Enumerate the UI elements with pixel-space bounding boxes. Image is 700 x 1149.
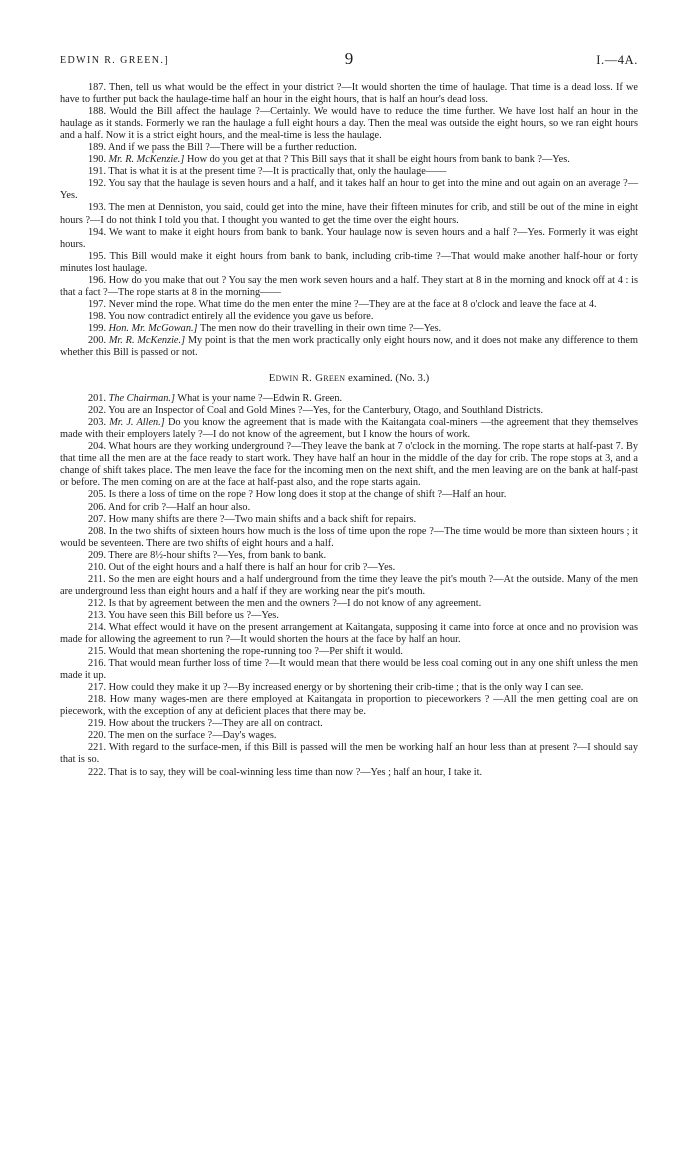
question-number: 220. bbox=[88, 730, 107, 742]
question-paragraph bbox=[60, 299, 638, 311]
question-paragraph bbox=[60, 251, 638, 275]
witness-name: Edwin R. Green bbox=[268, 372, 346, 385]
evidence-section-2 bbox=[60, 393, 638, 779]
question-paragraph bbox=[60, 393, 638, 405]
question-text: Then, tell us what would be the effect in your district ?—It would shorten the time of haulage. That time is a dead loss. If we have to further put back the haulage-time half an hour in the eight hours, that is half an hour's dead loss. bbox=[60, 82, 638, 106]
question-paragraph bbox=[60, 154, 638, 166]
question-number: 206. bbox=[88, 501, 107, 513]
question-text: And if we pass the Bill ?—There will be a further reduction. bbox=[108, 142, 357, 154]
question-number: 205. bbox=[88, 489, 107, 501]
question-number: 200. bbox=[88, 334, 107, 346]
question-number: 217. bbox=[88, 682, 107, 694]
question-text: In the two shifts of sixteen hours how much is the loss of time upon the rope ?—The time would be more than sixteen hours ; it would be seventeen. There are two shifts of eight hours and a half. bbox=[60, 525, 638, 549]
question-paragraph bbox=[60, 730, 638, 742]
section-heading-rest: examined. (No. 3.) bbox=[348, 372, 430, 385]
question-paragraph bbox=[60, 550, 638, 562]
question-paragraph bbox=[60, 275, 638, 299]
question-number: 195. bbox=[88, 250, 107, 262]
question-number: 190. bbox=[88, 154, 107, 166]
question-text: Out of the eight hours and a half there is half an hour for crib ?—Yes. bbox=[108, 561, 396, 573]
question-number: 192. bbox=[88, 178, 107, 190]
question-paragraph bbox=[60, 646, 638, 658]
question-paragraph bbox=[60, 767, 638, 779]
question-text: You now contradict entirely all the evidence you gave us before. bbox=[108, 310, 374, 322]
question-paragraph bbox=[60, 562, 638, 574]
question-paragraph bbox=[60, 417, 638, 441]
question-text: Would that mean shortening the rope-running too ?—Per shift it would. bbox=[108, 646, 404, 658]
question-text: With regard to the surface-men, if this Bill is passed will the men be working half an hour less than at present ?—I should say that is so. bbox=[60, 742, 638, 766]
question-text: So the men are eight hours and a half underground from the time they leave the pit's mouth ?—At the outside. Many of the men are underground less than eight hours and a half if they are working near the pit's mouth. bbox=[60, 573, 638, 597]
question-number: 194. bbox=[88, 226, 107, 238]
question-paragraph bbox=[60, 405, 638, 417]
question-number: 209. bbox=[88, 549, 107, 561]
question-number: 204. bbox=[88, 441, 107, 453]
document-body bbox=[60, 82, 638, 779]
question-text: How about the truckers ?—They are all on contract. bbox=[108, 718, 323, 730]
question-number: 211. bbox=[88, 573, 106, 585]
question-paragraph bbox=[60, 694, 638, 718]
question-number: 199. bbox=[88, 322, 107, 334]
question-paragraph bbox=[60, 441, 638, 489]
question-text: My point is that the men work practically only eight hours now, and it does not make any difference to them whether this Bill is passed or not. bbox=[60, 334, 638, 359]
speaker-name: The Chairman.] bbox=[108, 393, 175, 405]
header-witness-name: EDWIN R. GREEN.] bbox=[60, 55, 170, 66]
question-number: 203. bbox=[88, 417, 107, 429]
question-number: 210. bbox=[88, 561, 107, 573]
question-number: 221. bbox=[88, 742, 107, 754]
page-number: 9 bbox=[344, 49, 354, 68]
question-text: That is to say, they will be coal-winning less time than now ?—Yes ; half an hour, I take it. bbox=[108, 766, 483, 778]
question-text: That is what it is at the present time ?—It is practically that, only the haulage—— bbox=[108, 166, 447, 178]
question-paragraph bbox=[60, 335, 638, 359]
question-text: That would mean further loss of time ?—It would mean that there would be less coal coming out in any one shift unless the men made it up. bbox=[60, 658, 639, 682]
question-number: 214. bbox=[88, 621, 107, 633]
question-text: You have seen this Bill before us ?—Yes. bbox=[108, 609, 279, 621]
question-number: 197. bbox=[88, 298, 107, 310]
question-paragraph bbox=[60, 610, 638, 622]
speaker-name: Hon. Mr. McGowan.] bbox=[108, 322, 198, 334]
question-text: The men on the surface ?—Day's wages. bbox=[108, 730, 277, 742]
question-paragraph bbox=[60, 658, 638, 682]
question-number: 216. bbox=[88, 658, 107, 670]
question-number: 202. bbox=[88, 405, 107, 417]
question-number: 212. bbox=[88, 597, 107, 609]
question-number: 215. bbox=[88, 646, 107, 658]
question-text: And for crib ?—Half an hour also. bbox=[108, 501, 251, 513]
speaker-name: Mr. R. McKenzie.] bbox=[108, 154, 185, 166]
question-paragraph bbox=[60, 178, 638, 202]
question-number: 187. bbox=[88, 82, 107, 93]
question-number: 191. bbox=[88, 166, 107, 178]
question-text: You are an Inspector of Coal and Gold Mines ?—Yes, for the Canterbury, Otago, and Southland Districts. bbox=[108, 405, 544, 417]
question-paragraph bbox=[60, 622, 638, 646]
question-text: How many wages-men are there employed at Kaitangata in proportion to pieceworkers ? —All the men getting coal are on piecework, with the exception of any at deficient places that there may be. bbox=[60, 694, 638, 718]
question-text: How many shifts are there ?—Two main shifts and a back shift for repairs. bbox=[108, 513, 417, 525]
question-paragraph bbox=[60, 742, 638, 766]
question-paragraph bbox=[60, 502, 638, 514]
question-text: Would the Bill affect the haulage ?—Certainly. We would have to reduce the time further. We have lost half an hour in the haulage as it stands. Formerly we ran the haulage a full eight hours a day. Then the meal was outside the eight hours, so we ran eight hours and a half. Now it is a strict eight hours, and the meal-time is less the haulage. bbox=[60, 106, 638, 142]
question-text: What effect would it have on the present arrangement at Kaitangata, supposing it came into force at once and no provision was made for allowing the agreement to run ?—It would shorten the hours at the face by half an hour. bbox=[60, 621, 638, 646]
question-paragraph bbox=[60, 82, 638, 106]
question-number: 222. bbox=[88, 766, 107, 778]
question-paragraph bbox=[60, 574, 638, 598]
question-text: The men at Denniston, you said, could get into the mine, have their fifteen minutes for crib, and still be out of the mine in eight hours ?—I do not think I told you that. I thought you wanted to get the time over the eight hours. bbox=[60, 202, 639, 226]
question-paragraph bbox=[60, 142, 638, 154]
question-text: What hours are they working underground ?—They leave the bank at 7 o'clock in the morning. The rope starts at half-past 7. By that time all the men are at the face ready to start work. They have half an hour in the middle of the day for crib. The rope stops at 3, and a change of shift takes place. The men leave the face for the incoming men on the next shift, and the men leaving are on the bank at half-past or before. The men coming on are at the face at half-past also, and the rope starts again. bbox=[60, 441, 638, 489]
document-reference: I.—4A. bbox=[596, 53, 638, 67]
question-number: 188. bbox=[88, 106, 107, 118]
page-header bbox=[60, 50, 638, 72]
question-number: 198. bbox=[88, 310, 107, 322]
question-paragraph bbox=[60, 106, 638, 142]
question-text: Is that by agreement between the men and the owners ?—I do not know of any agreement. bbox=[108, 597, 482, 609]
question-text: How could they make it up ?—By increased energy or by shortening their crib-time ; that is the only way I can see. bbox=[108, 682, 584, 694]
evidence-section-1 bbox=[60, 82, 638, 359]
question-number: 213. bbox=[88, 609, 107, 621]
question-paragraph bbox=[60, 526, 638, 550]
question-paragraph bbox=[60, 323, 638, 335]
section-heading bbox=[60, 372, 638, 385]
question-paragraph bbox=[60, 202, 638, 226]
question-number: 208. bbox=[88, 525, 107, 537]
question-paragraph bbox=[60, 718, 638, 730]
question-text: The men now do their travelling in their own time ?—Yes. bbox=[199, 322, 442, 334]
question-paragraph bbox=[60, 311, 638, 323]
question-paragraph bbox=[60, 682, 638, 694]
question-number: 207. bbox=[88, 513, 107, 525]
question-number: 218. bbox=[88, 694, 107, 706]
question-number: 201. bbox=[88, 393, 107, 405]
speaker-name: Mr. J. Allen.] bbox=[109, 417, 165, 429]
question-paragraph bbox=[60, 227, 638, 251]
question-paragraph bbox=[60, 598, 638, 610]
question-text: What is your name ?—Edwin R. Green. bbox=[177, 393, 343, 405]
question-text: How do you make that out ? You say the men work seven hours and a half. They start at 8 in the morning and knock off at 4 : is that a fact ?—The rope starts at 8 in the morning—— bbox=[60, 274, 638, 298]
question-text: We want to make it eight hours from bank to bank. Your haulage now is seven hours and a half ?—Yes. Formerly it was eight hours. bbox=[60, 226, 639, 250]
speaker-name: Mr. R. McKenzie.] bbox=[108, 334, 186, 346]
question-number: 189. bbox=[88, 142, 107, 154]
question-text: Is there a loss of time on the rope ? How long does it stop at the change of shift ?—Half an hour. bbox=[108, 489, 507, 501]
question-text: Never mind the rope. What time do the men enter the mine ?—They are at the face at 8 o'clock and leave the face at 4. bbox=[108, 298, 597, 310]
question-number: 219. bbox=[88, 718, 107, 730]
question-text: How do you get at that ? This Bill says that it shall be eight hours from bank to bank ?—Yes. bbox=[186, 154, 570, 166]
question-text: There are 8½-hour shifts ?—Yes, from bank to bank. bbox=[108, 549, 327, 561]
question-text: Do you know the agreement that is made with the Kaitangata coal-miners —the agreement that they themselves made with their employers lately ?—I do not know of the agreement, but I know the hours of work. bbox=[60, 417, 639, 441]
question-text: You say that the haulage is seven hours and a half, and it takes half an hour to get into the mine and out again on an average ?—Yes. bbox=[60, 178, 638, 202]
question-number: 196. bbox=[88, 274, 107, 286]
question-paragraph bbox=[60, 514, 638, 526]
question-number: 193. bbox=[88, 202, 107, 214]
question-paragraph bbox=[60, 166, 638, 178]
question-paragraph bbox=[60, 489, 638, 501]
question-text: This Bill would make it eight hours from bank to bank, including crib-time ?—That would make another half-hour or forty minutes lost haulage. bbox=[60, 250, 638, 274]
